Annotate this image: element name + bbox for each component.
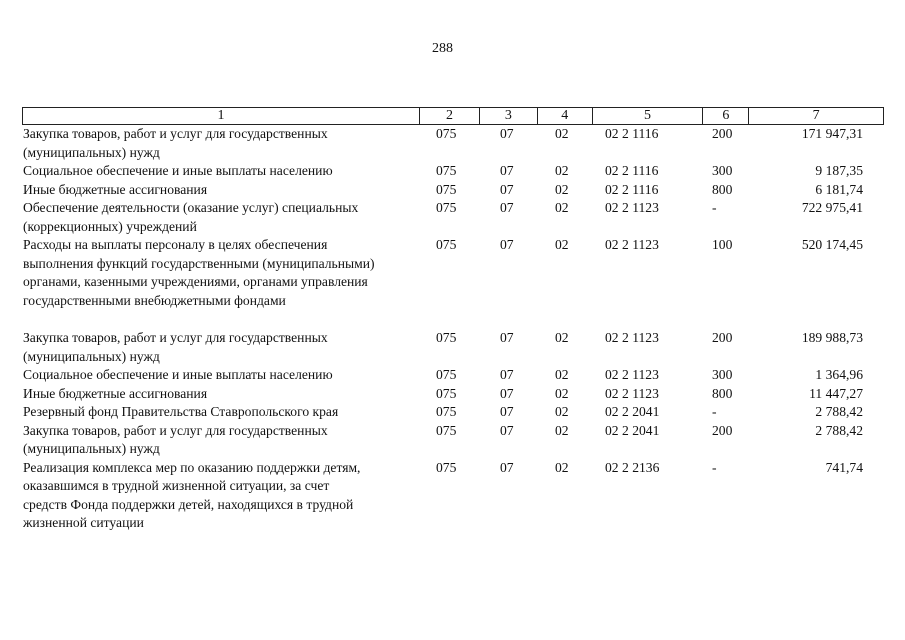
expense-name bbox=[22, 162, 420, 181]
expense-name bbox=[22, 385, 420, 404]
table-row bbox=[22, 125, 884, 162]
section-code: 07 bbox=[500, 385, 514, 401]
subsection-code: 02 bbox=[555, 200, 569, 215]
table-row bbox=[22, 403, 884, 422]
subsection-code: 02 bbox=[555, 422, 569, 438]
target-article-code: 02 2 2041 bbox=[605, 404, 660, 419]
section-code: 07 bbox=[500, 200, 514, 215]
target-article-code: 02 2 1116 bbox=[605, 163, 659, 178]
amount: 741,74 bbox=[825, 459, 863, 475]
expense-name-line: Закупка товаров, работ и услуг для государственных bbox=[23, 330, 328, 345]
ministry-code: 075 bbox=[436, 367, 457, 382]
expense-name-line: (коррекционных) учреждений bbox=[23, 218, 197, 234]
expense-type-code: 200 bbox=[712, 330, 733, 345]
expense-name-line: государственными внебюджетными фондами bbox=[23, 292, 286, 308]
expense-name-line: Социальное обеспечение и иные выплаты населению bbox=[23, 163, 333, 178]
amount: 520 174,45 bbox=[801, 237, 863, 252]
table-row bbox=[22, 459, 884, 533]
subsection-code: 02 bbox=[555, 385, 569, 401]
expense-name-line: Резервный фонд Правительства Ставропольского края bbox=[23, 404, 339, 419]
subsection-code: 02 bbox=[555, 126, 569, 141]
section-code: 07 bbox=[500, 459, 514, 475]
expense-name bbox=[22, 403, 420, 422]
expense-name-line: средств Фонда поддержки детей, находящихся в трудной bbox=[23, 496, 354, 512]
header-col-5: 5 bbox=[593, 108, 704, 124]
ministry-code: 075 bbox=[436, 459, 457, 475]
expense-name bbox=[22, 329, 420, 366]
amount: 11 447,27 bbox=[809, 385, 863, 401]
target-article-code: 02 2 2136 bbox=[605, 459, 660, 475]
expense-name bbox=[22, 422, 420, 459]
expense-name-line: Реализация комплекса мер по оказанию поддержки детям, bbox=[23, 459, 361, 475]
expense-name-line: (муниципальных) нужд bbox=[23, 144, 160, 160]
table-row bbox=[22, 199, 884, 236]
target-article-code: 02 2 1123 bbox=[605, 237, 659, 252]
table-body bbox=[22, 125, 884, 533]
ministry-code: 075 bbox=[436, 237, 457, 252]
expense-type-code: - bbox=[712, 200, 717, 215]
expense-name-line: (муниципальных) нужд bbox=[23, 348, 160, 364]
expense-type-code: 100 bbox=[712, 237, 733, 252]
section-code: 07 bbox=[500, 330, 514, 345]
header-col-3: 3 bbox=[480, 108, 538, 124]
table-row bbox=[22, 366, 884, 385]
target-article-code: 02 2 1123 bbox=[605, 367, 659, 382]
target-article-code: 02 2 2041 bbox=[605, 422, 660, 438]
subsection-code: 02 bbox=[555, 330, 569, 345]
expense-type-code: 300 bbox=[712, 367, 733, 382]
ministry-code: 075 bbox=[436, 330, 457, 345]
subsection-code: 02 bbox=[555, 181, 569, 197]
expense-name-line: органами, казенными учреждениями, органами управления bbox=[23, 274, 368, 289]
subsection-code: 02 bbox=[555, 367, 569, 382]
target-article-code: 02 2 1123 bbox=[605, 200, 659, 215]
subsection-code: 02 bbox=[555, 404, 569, 419]
table-row bbox=[22, 385, 884, 404]
ministry-code: 075 bbox=[436, 404, 457, 419]
ministry-code: 075 bbox=[436, 385, 457, 401]
table-row bbox=[22, 181, 884, 200]
expense-type-code: - bbox=[712, 459, 717, 475]
section-code: 07 bbox=[500, 237, 514, 252]
header-col-7: 7 bbox=[812, 108, 820, 123]
section-code: 07 bbox=[500, 163, 514, 178]
section-code: 07 bbox=[500, 181, 514, 197]
expense-name-line: Закупка товаров, работ и услуг для государственных bbox=[23, 126, 328, 141]
expense-name bbox=[22, 366, 420, 385]
header-col-6: 6 bbox=[703, 108, 749, 124]
ministry-code: 075 bbox=[436, 126, 457, 141]
ministry-code: 075 bbox=[436, 200, 457, 215]
header-col-4: 4 bbox=[538, 108, 593, 124]
section-code: 07 bbox=[500, 404, 514, 419]
section-code: 07 bbox=[500, 422, 514, 438]
table-row bbox=[22, 422, 884, 459]
ministry-code: 075 bbox=[436, 181, 457, 197]
table-row bbox=[22, 329, 884, 366]
table-header-row bbox=[22, 107, 884, 125]
table-row bbox=[22, 236, 884, 310]
amount: 189 988,73 bbox=[801, 330, 863, 345]
amount: 722 975,41 bbox=[801, 200, 863, 215]
target-article-code: 02 2 1123 bbox=[605, 385, 659, 401]
expense-type-code: 300 bbox=[712, 163, 733, 178]
expense-type-code: 200 bbox=[712, 422, 733, 438]
page-number: 288 bbox=[432, 41, 453, 56]
expense-type-code: 800 bbox=[712, 385, 733, 401]
row-gap bbox=[22, 310, 884, 329]
expense-name bbox=[22, 199, 420, 236]
expense-name-line: (муниципальных) нужд bbox=[23, 441, 160, 456]
expense-name bbox=[22, 236, 420, 310]
subsection-code: 02 bbox=[555, 163, 569, 178]
ministry-code: 075 bbox=[436, 422, 457, 438]
expense-type-code: 800 bbox=[712, 181, 733, 197]
expense-name bbox=[22, 459, 420, 533]
ministry-code: 075 bbox=[436, 163, 457, 178]
expense-name-line: Закупка товаров, работ и услуг для государственных bbox=[23, 422, 328, 438]
subsection-code: 02 bbox=[555, 237, 569, 252]
expense-name-line: выполнения функций государственными (муниципальными) bbox=[23, 255, 375, 271]
expense-name-line: Обеспечение деятельности (оказание услуг) специальных bbox=[23, 200, 359, 215]
expense-name-line: Иные бюджетные ассигнования bbox=[23, 385, 208, 401]
target-article-code: 02 2 1123 bbox=[605, 330, 659, 345]
target-article-code: 02 2 1116 bbox=[605, 126, 659, 141]
header-col-1: 1 bbox=[23, 108, 420, 124]
amount: 6 181,74 bbox=[815, 181, 863, 197]
expense-name-line: Социальное обеспечение и иные выплаты населению bbox=[23, 367, 333, 382]
expense-type-code: - bbox=[712, 404, 717, 419]
header-col-2: 2 bbox=[420, 108, 480, 124]
expense-name bbox=[22, 181, 420, 200]
amount: 171 947,31 bbox=[801, 126, 863, 141]
table-row bbox=[22, 162, 884, 181]
amount: 2 788,42 bbox=[815, 422, 863, 438]
target-article-code: 02 2 1116 bbox=[605, 181, 659, 197]
expense-name-line: Расходы на выплаты персоналу в целях обеспечения bbox=[23, 237, 328, 252]
expense-name-line: Иные бюджетные ассигнования bbox=[23, 181, 208, 197]
section-code: 07 bbox=[500, 126, 514, 141]
amount: 1 364,96 bbox=[815, 367, 863, 382]
amount: 2 788,42 bbox=[815, 404, 863, 419]
section-code: 07 bbox=[500, 367, 514, 382]
expense-name bbox=[22, 125, 420, 162]
subsection-code: 02 bbox=[555, 459, 569, 475]
amount: 9 187,35 bbox=[815, 163, 863, 178]
expense-type-code: 200 bbox=[712, 126, 733, 141]
expense-name-line: оказавшимся в трудной жизненной ситуации, за счет bbox=[23, 478, 330, 493]
expense-name-line: жизненной ситуации bbox=[23, 515, 144, 530]
